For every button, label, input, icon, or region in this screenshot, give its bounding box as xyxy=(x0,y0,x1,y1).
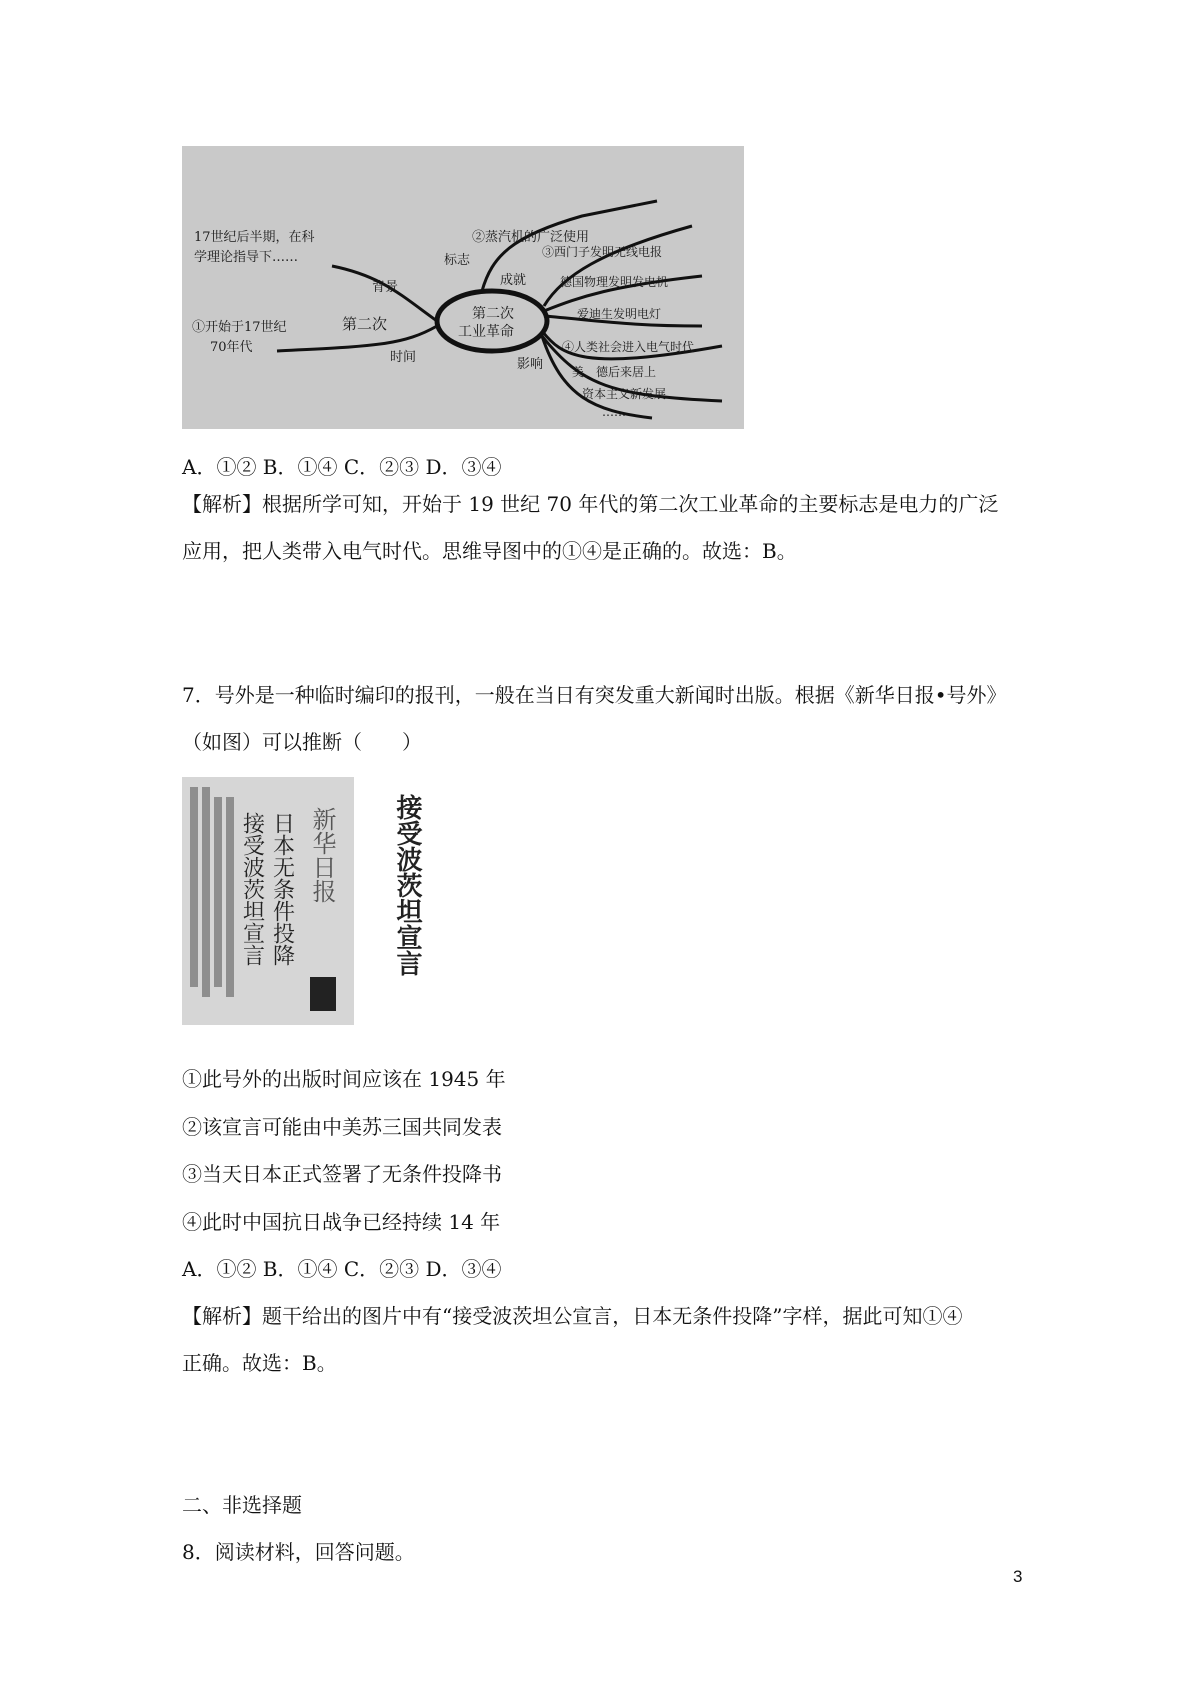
impact-3: 资本主义新发展 xyxy=(582,387,667,401)
impact-4: …… xyxy=(602,405,626,419)
branch-sign-label: 标志 xyxy=(444,253,471,268)
q6-analysis-line-1: 【解析】根据所学可知，开始于 19 世纪 70 年代的第二次工业革命的主要标志是电力的广泛 xyxy=(182,492,999,516)
mind-map-figure xyxy=(182,146,744,429)
q7-stem-line-2: （如图）可以推断（ ） xyxy=(182,730,422,754)
newspaper-image xyxy=(182,777,422,1025)
q7-item-3: ③当天日本正式签署了无条件投降书 xyxy=(182,1162,502,1186)
branch-time-text: ①开始于17世纪 xyxy=(192,320,287,335)
branch-background-text: 17世纪后半期，在科 xyxy=(194,230,315,245)
branch-background-text-2: 学理论指导下…… xyxy=(194,250,299,265)
newspaper-headline-1: 接受波茨坦宣言 xyxy=(239,812,265,966)
q7-analysis-line-1: 【解析】题干给出的图片中有“接受波茨坦公宣言，日本无条件投降”字样，据此可知①④ xyxy=(182,1304,963,1328)
q7-analysis-line-2: 正确。故选：B。 xyxy=(182,1351,337,1375)
branch-time-text-2: 70年代 xyxy=(210,340,253,355)
q7-stem-line-1: 7．号外是一种临时编印的报刊，一般在当日有突发重大新闻时出版。根据《新华日报•号外》 xyxy=(182,683,1007,707)
achievement-1: ③西门子发明无线电报 xyxy=(542,245,663,259)
q6-analysis-line-2: 应用，把人类带入电气时代。思维导图中的①④是正确的。故选：B。 xyxy=(182,539,797,563)
branch-impact-label: 影响 xyxy=(517,357,544,372)
page-number: 3 xyxy=(1013,1567,1023,1586)
mind-map-drawing xyxy=(182,146,744,429)
branch-background-label: 背景 xyxy=(372,280,399,295)
newspaper-headline-2: 日本无条件投降 xyxy=(269,812,295,966)
q7-item-1: ①此号外的出版时间应该在 1945 年 xyxy=(182,1067,506,1091)
q7-item-4: ④此时中国抗日战争已经持续 14 年 xyxy=(182,1210,501,1234)
q7-item-2: ②该宣言可能由中美苏三国共同发表 xyxy=(182,1115,502,1139)
branch-achievement-label: 成就 xyxy=(500,273,527,288)
q6-options: A．①② B．①④ C．②③ D．③④ xyxy=(182,455,502,479)
center-label-2: 工业革命 xyxy=(458,324,514,340)
center-label-1: 第二次 xyxy=(472,306,514,322)
impact-1: ④人类社会进入电气时代 xyxy=(562,340,695,354)
headline-1: 接受波茨坦宣言 xyxy=(240,794,422,824)
section-title: 二、非选择题 xyxy=(182,1493,302,1517)
center-line-1: 第二次 xyxy=(342,315,388,333)
achievement-3: 爱迪生发明电灯 xyxy=(577,307,662,321)
branch-time-label: 时间 xyxy=(390,350,417,365)
impact-2: 美、德后来居上 xyxy=(572,365,657,379)
newspaper-stamp xyxy=(310,977,336,1011)
achievement-2: 德国物理发明发电机 xyxy=(560,275,669,289)
newspaper-masthead: 新华日报 xyxy=(308,807,336,903)
q8-stem: 8．阅读材料，回答问题。 xyxy=(182,1540,415,1564)
newspaper-drawing xyxy=(182,777,422,1025)
q7-options: A．①② B．①④ C．②③ D．③④ xyxy=(182,1257,502,1281)
branch-sign-text: ②蒸汽机的广泛使用 xyxy=(472,230,590,245)
